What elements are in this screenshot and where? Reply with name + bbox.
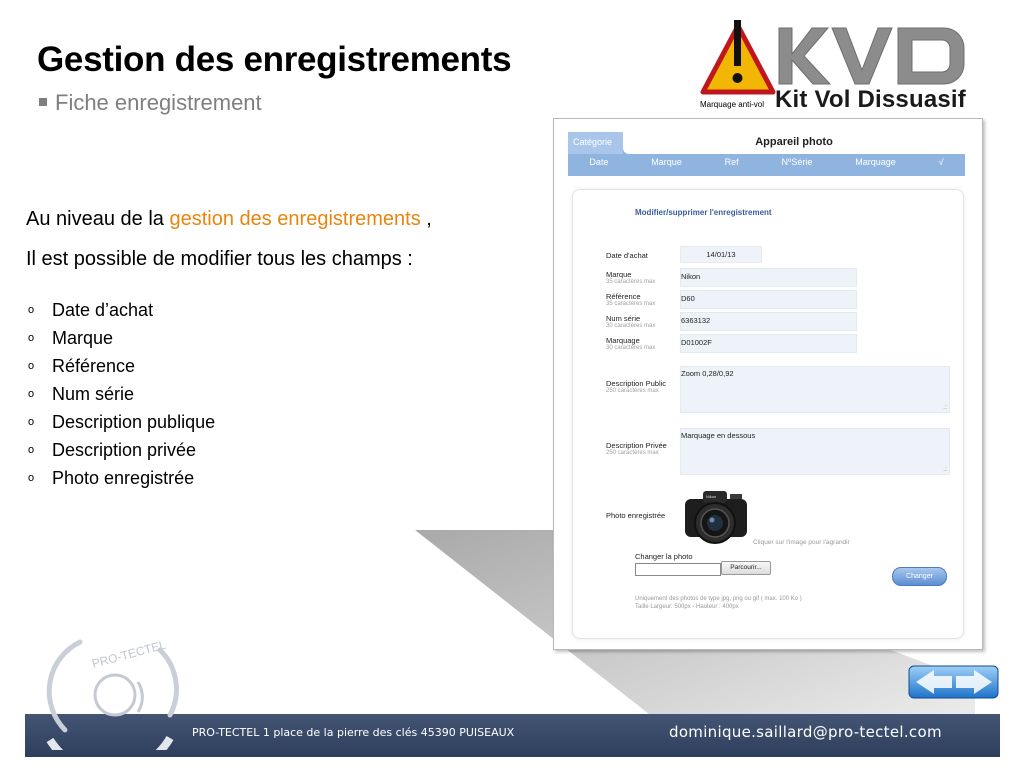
svg-text:Nikon: Nikon xyxy=(706,494,717,499)
intro-line-1 xyxy=(26,208,432,231)
pro-tectel-logo-text: PRO-TECTEL xyxy=(90,637,168,671)
edit-form xyxy=(572,189,964,639)
list-item: o Description publique xyxy=(28,411,216,432)
label-num-serie: Num série 30 caractères max xyxy=(606,314,656,329)
label-marquage: Marquage 30 caractères max xyxy=(606,336,656,351)
resize-grip-icon[interactable]: .: xyxy=(943,404,947,411)
column-marquage[interactable]: Marquage xyxy=(855,157,896,167)
form-heading: Modifier/supprimer l'enregistrement xyxy=(635,208,772,217)
list-item: o Référence xyxy=(28,355,136,376)
column-marque[interactable]: Marque xyxy=(651,157,682,167)
circle-bullet-icon: o xyxy=(28,444,35,456)
circle-bullet-icon: o xyxy=(28,332,35,344)
intro-suffix: , xyxy=(420,208,432,230)
footer-email[interactable]: dominique.saillard@pro-tectel.com xyxy=(669,723,942,741)
enlarge-hint: Cliquer sur l'image pour l'agrandir xyxy=(753,539,850,546)
list-item: o Marque xyxy=(28,327,114,348)
circle-bullet-icon: o xyxy=(28,304,35,316)
circle-bullet-icon: o xyxy=(28,360,35,372)
date-field[interactable]: 14/01/13 xyxy=(680,246,762,263)
app-header xyxy=(568,132,965,176)
circle-bullet-icon: o xyxy=(28,472,35,484)
list-item: o Description privée xyxy=(28,439,197,460)
column-check[interactable]: √ xyxy=(938,157,944,167)
label-marque: Marque 35 caractères max xyxy=(606,270,656,285)
label-desc-privee: Description Privée 250 caractères max xyxy=(606,441,667,456)
file-path-input[interactable] xyxy=(635,563,721,576)
column-ref[interactable]: Ref xyxy=(724,157,739,167)
column-date[interactable]: Date xyxy=(589,157,609,167)
circle-bullet-icon: o xyxy=(28,416,35,428)
label-desc-public: Description Public 250 caractères max xyxy=(606,379,667,394)
browse-button[interactable]: Parcourir... xyxy=(721,561,771,575)
num-serie-field[interactable]: 6363132 xyxy=(680,312,857,331)
slide-subtitle-text: Fiche enregistrement xyxy=(55,90,262,115)
app-screenshot xyxy=(553,118,983,650)
tab-category[interactable]: Catégorie xyxy=(568,132,623,154)
intro-highlight: gestion des enregistrements xyxy=(169,208,421,230)
submit-change-button[interactable]: Changer xyxy=(892,567,947,586)
footer-address: PRO-TECTEL 1 place de la pierre des clés 45390 PUISEAUX xyxy=(192,726,515,739)
editable-fields-list xyxy=(28,296,215,492)
change-photo-label: Changer la photo xyxy=(635,552,693,561)
list-item: o Date d’achat xyxy=(28,299,154,320)
desc-public-textarea[interactable]: Zoom 0,28/0,92 .: xyxy=(680,366,950,413)
slide-title: Gestion des enregistrements xyxy=(37,40,512,79)
label-reference: Référence 35 caractères max xyxy=(606,292,656,307)
desc-privee-textarea[interactable]: Marquage en dessous .: xyxy=(680,428,950,475)
column-serie[interactable]: NºSérie xyxy=(781,157,813,167)
label-photo: Photo enregistrée xyxy=(606,511,666,520)
marque-field[interactable]: Nikon xyxy=(680,268,857,287)
slide-subtitle xyxy=(37,90,262,116)
camera-photo-thumbnail[interactable] xyxy=(681,485,754,545)
upload-note: Uniquement des photos de type jpg, png ou gif ( max. 100 Ko ) Taille Largeur: 500px - Hauteur : 400px xyxy=(635,596,802,610)
label-date: Date d'achat xyxy=(606,251,648,260)
square-bullet-icon xyxy=(39,98,47,106)
navigation-arrows-icon[interactable] xyxy=(908,664,1000,700)
logo-caption: Marquage anti-vol xyxy=(700,100,765,109)
intro-line-2: Il est possible de modifier tous les champs : xyxy=(26,248,413,270)
pro-tectel-logo xyxy=(40,620,190,750)
logo-tagline: Kit Vol Dissuasif xyxy=(775,86,966,113)
circle-bullet-icon: o xyxy=(28,388,35,400)
resize-grip-icon[interactable]: .: xyxy=(943,466,947,473)
table-header xyxy=(568,157,965,167)
app-title: Appareil photo xyxy=(755,136,833,148)
reference-field[interactable]: D60 xyxy=(680,290,857,309)
list-item: o Photo enregistrée xyxy=(28,467,195,488)
marquage-field[interactable]: D01002F xyxy=(680,334,857,353)
list-item: o Num série xyxy=(28,383,135,404)
intro-prefix: Au niveau de la xyxy=(26,208,164,230)
